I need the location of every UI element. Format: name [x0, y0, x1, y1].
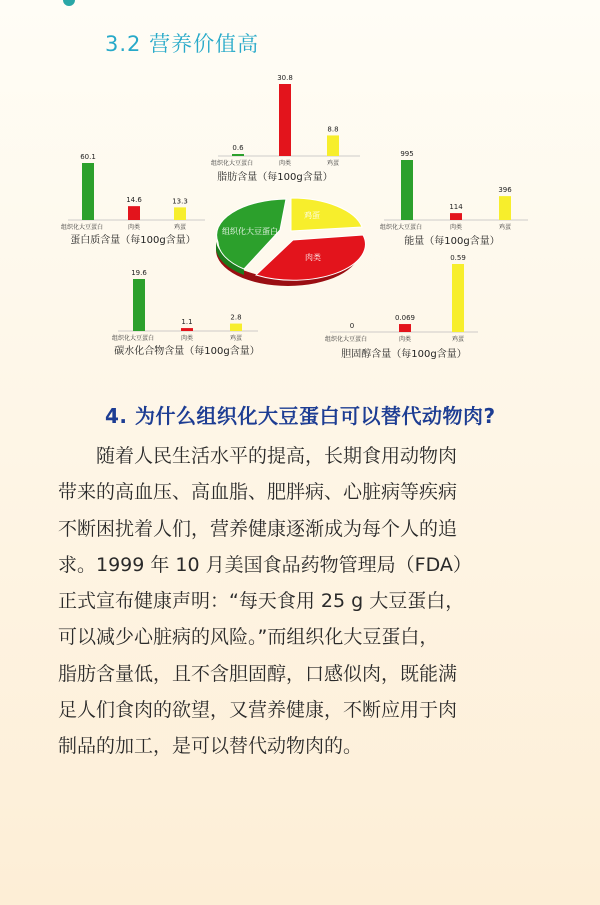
question-heading: 4. 为什么组织化大豆蛋白可以替代动物肉?	[105, 404, 496, 428]
energy-category-label: 组织化大豆蛋白	[379, 224, 423, 231]
section-title: 3.2 营养价值高	[105, 32, 260, 56]
chol-category-label: 鸡蛋	[451, 336, 465, 343]
protein-bar	[128, 206, 140, 220]
carb-category-label: 肉类	[180, 335, 194, 342]
body-line: 不断困扰着人们，营养健康逐渐成为每个人的追	[58, 517, 458, 540]
body-line: 足人们食肉的欲望，又营养健康，不断应用于肉	[58, 699, 458, 722]
protein-category-label: 组织化大豆蛋白	[60, 224, 104, 231]
carb-category-label: 鸡蛋	[229, 335, 243, 342]
fat-category-label: 鸡蛋	[326, 160, 340, 167]
pie-slice	[291, 198, 362, 231]
pie-label-egg: 鸡蛋	[304, 211, 320, 220]
fat-title: 脂肪含量（每100g含量）	[217, 172, 333, 183]
fat-category-label: 组织化大豆蛋白	[210, 160, 254, 167]
fat-bar	[279, 84, 291, 156]
fat-category-label: 肉类	[278, 160, 292, 167]
body-line: 随着人民生活水平的提高，长期食用动物肉	[96, 445, 458, 467]
protein-value-label: 60.1	[80, 153, 96, 161]
chol-category-label: 组织化大豆蛋白	[324, 336, 368, 343]
chol-title: 胆固醇含量（每100g含量）	[341, 349, 467, 360]
fat-bar	[327, 135, 339, 156]
energy-title: 能量（每100g含量）	[404, 236, 500, 247]
chol-value-label: 0.59	[450, 254, 466, 262]
energy-bar	[499, 196, 511, 220]
body-line: 求。1999 年 10 月美国食品药物管理局（FDA）	[58, 553, 472, 576]
chol-bar	[452, 264, 464, 332]
chol-value-label: 0.069	[394, 314, 416, 323]
carb-value-label: 2.8	[230, 313, 242, 322]
carb-bar	[133, 279, 145, 331]
body-line: 可以减少心脏病的风险。”而组织化大豆蛋白，	[58, 626, 439, 649]
body-line: 制品的加工，是可以替代动物肉的。	[58, 735, 363, 758]
pie-label-soy: 组织化大豆蛋白	[222, 227, 278, 236]
chol-bar	[399, 324, 411, 332]
fat-value-label: 0.6	[232, 144, 244, 152]
carb-value-label: 19.6	[131, 269, 147, 277]
pie-label-meat: 肉类	[305, 253, 321, 262]
carb-value-label: 1.1	[181, 318, 193, 327]
energy-bar	[401, 160, 413, 220]
body-line: 带来的高血压、高血脂、肥胖病、心脏病等疾病	[58, 481, 458, 504]
energy-category-label: 鸡蛋	[498, 224, 512, 231]
energy-value-label: 396	[498, 186, 512, 195]
body-line: 正式宣布健康声明：“每天食用 25 g 大豆蛋白，	[58, 590, 465, 613]
body-paragraph	[58, 438, 548, 765]
energy-value-label: 114	[449, 203, 463, 212]
protein-title: 蛋白质含量（每100g含量）	[70, 235, 196, 246]
protein-bar	[174, 207, 186, 220]
protein-category-label: 肉类	[127, 224, 141, 231]
protein-bar	[82, 163, 94, 220]
protein-value-label: 13.3	[172, 197, 188, 206]
decorative-dot	[63, 0, 75, 6]
chol-category-label: 肉类	[398, 336, 412, 343]
energy-value-label: 995	[400, 150, 414, 158]
fat-value-label: 30.8	[277, 74, 293, 82]
carb-title: 碳水化合物含量（每100g含量）	[114, 346, 260, 357]
protein-category-label: 鸡蛋	[173, 224, 187, 231]
energy-category-label: 肉类	[449, 224, 463, 231]
fat-value-label: 8.8	[327, 125, 339, 134]
carb-bar	[230, 324, 242, 331]
energy-bar	[450, 213, 462, 220]
body-line: 脂肪含量低，且不含胆固醇，口感似肉，既能满	[58, 662, 458, 685]
fat-bar	[232, 154, 244, 156]
nutrition-charts	[0, 70, 600, 390]
carb-bar	[181, 328, 193, 331]
protein-value-label: 14.6	[126, 196, 142, 205]
chol-value-label: 0	[349, 322, 355, 330]
carb-category-label: 组织化大豆蛋白	[111, 335, 155, 342]
